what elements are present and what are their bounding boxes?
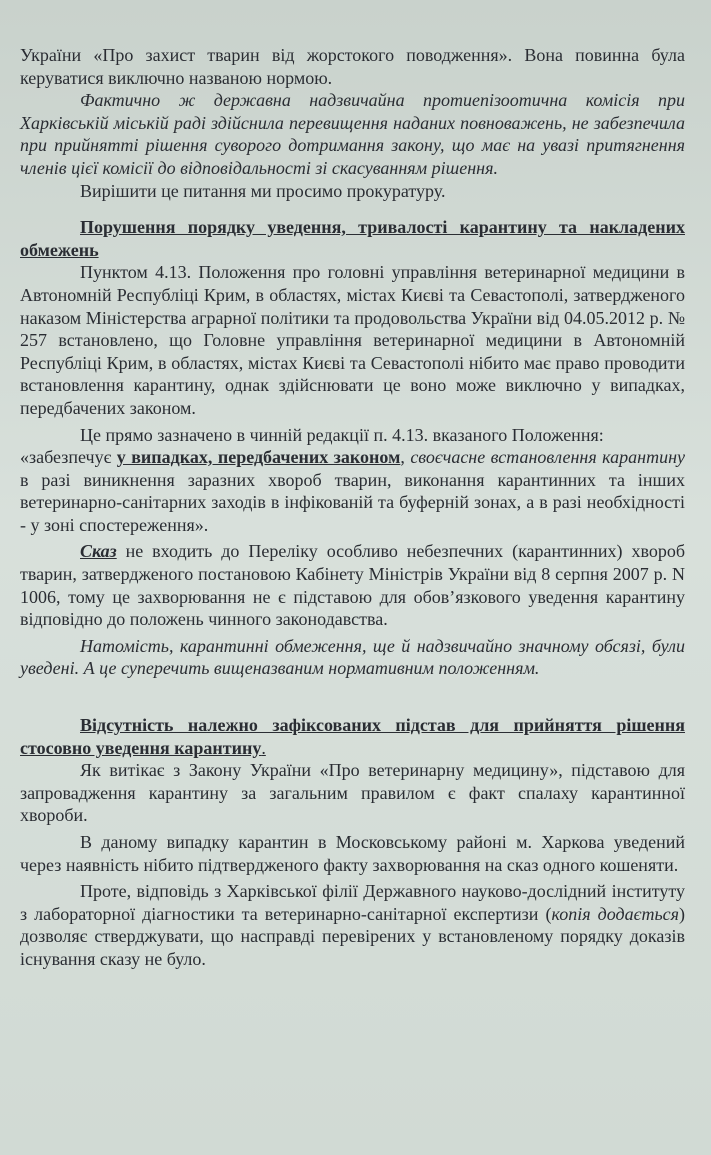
paragraph-direct-statement: Це прямо зазначено в чинній редакції п. 4.13. вказаного Положення: [80, 424, 604, 445]
paragraph-institute-response [20, 880, 685, 970]
rabies-rest: не входить до Переліку особливо небезпечних (карантинних) хвороб тварин, затвердженого постановою Кабінету Міністрів України від 8 серпня 2007 р. N 1006, тому це захворювання не є підставою для обов’язкового уведення карантину відповідно до положень чинного законодавства. [20, 541, 685, 630]
heading2-period: . [261, 737, 266, 758]
quote-italic-phrase: своєчасне встановлення карантину [410, 447, 685, 468]
quote-comma: , [400, 447, 411, 468]
paragraph-regulation-4-13: Пунктом 4.13. Положення про головні управління ветеринарної медицини в Автономній Республіці Крим, в областях, містах Києві та Севастополі, затвердженого наказом Міністерства аграрної політики та продовольства України від 04.05.2012 р. № 257 встановлено, що Головне управління ветеринарної медицини в Автономній Республіці Крим, в областях, містах Києві та Севастополі нібито має право проводити встановлення карантину, однак здійснювати це воно може виключно у випадках, передбачених законом. [20, 262, 685, 418]
paragraph-intro: України «Про захист тварин від жорстокого поводження». Вона повинна була керуватися виключно названою нормою. [20, 45, 685, 88]
section-heading-missing-grounds [20, 714, 685, 759]
however-lead: Проте, відповідь з Харківської філії Державного науково-дослідний інституту з лабораторної діагностики та ветеринарно-санітарної експертизи ( [20, 881, 685, 924]
copy-attached-note: копія додається [551, 903, 679, 924]
quote-bold-phrase: у випадках, передбачених законом [116, 447, 401, 468]
paragraph-regulation-quote [20, 446, 685, 536]
paragraph-kitten-case: В даному випадку карантин в Московському районі м. Харкова уведений через наявність нібито підтвердженого факту захворювання на сказ одного кошеняти. [20, 832, 685, 875]
quote-open: «забезпечує [20, 447, 117, 468]
heading2-text: Відсутність належно зафіксованих підстав для прийняття рішення стосовно уведення карантину [20, 715, 685, 758]
section-heading-quarantine-procedure: Порушення порядку уведення, тривалості карантину та накладених обмежень [20, 217, 685, 260]
however-rest: ) дозволяє стверджувати, що насправді перевірених у встановленому порядку доказів існування сказу не було. [20, 903, 685, 969]
paragraph-commission-violation: Фактично ж державна надзвичайна протиепізоотична комісія при Харківській міській раді здійснила перевищення наданих повноважень, не забезпечила при прийнятті рішення суворого дотримання закону, що має на увазі притягнення членів цієї комісії до відповідальності зі скасуванням рішення. [20, 90, 685, 178]
quote-rest: в разі виникнення заразних хвороб тварин, виконання карантинних та інших ветеринарно-санітарних заходів в інфікованій та буферній зонах, а в разі необхідності - у зоні спостереження». [20, 469, 685, 535]
rabies-lead-word: Сказ [80, 541, 117, 562]
paragraph-vet-law: Як витікає з Закону України «Про ветеринарну медицину», підставою для запровадження карантину за загальним правилом є факт спалаху карантинної хвороби. [20, 760, 685, 826]
paragraph-rabies-not-listed [20, 540, 685, 630]
paragraph-request-prosecutor: Вирішити це питання ми просимо прокуратуру. [80, 180, 446, 201]
paragraph-restrictions-imposed: Натомість, карантинні обмеження, ще й надзвичайно значному обсязі, були уведені. А це суперечить вищеназваним нормативним положенням. [20, 635, 685, 679]
